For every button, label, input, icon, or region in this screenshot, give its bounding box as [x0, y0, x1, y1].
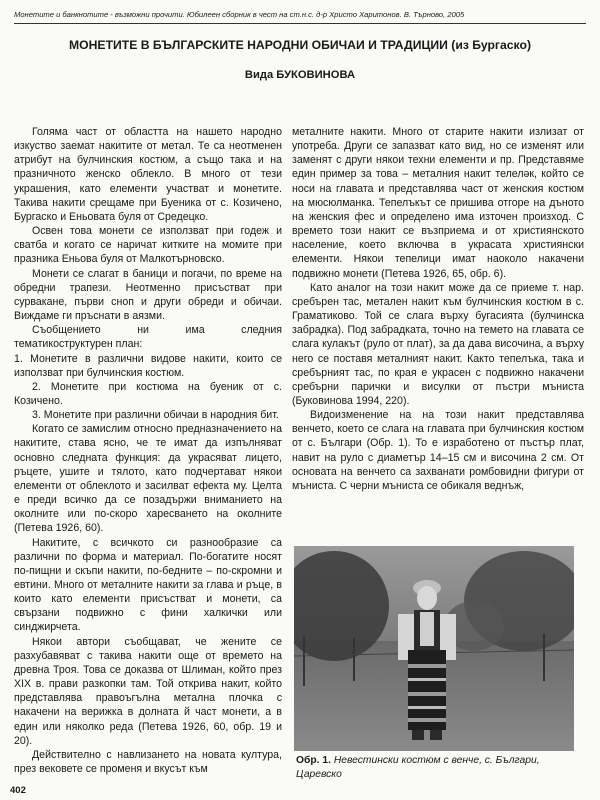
article-title: МОНЕТИТЕ В БЪЛГАРСКИТЕ НАРОДНИ ОБИЧАИ И ТРАДИЦИИ (из Бургаско): [69, 38, 531, 52]
paragraph: Съобщението ни има следния тематикоструктурен план:: [14, 324, 282, 351]
list-item: 2. Монетите при костюма на буеник от с. Козичено.: [14, 380, 282, 407]
paragraph: Някои автори съобщават, че жените се разхубавяват с такива накити още от времето на древна Троя. Това се доказва от Шлиман, който през XIX в. прави разкопки там. Той открива накит, който представлява правоъгълна метална плочка с накачени на верижка в долната й част монети, а в един или няколко реда (Петева 1926, 60, обр. 19 и 20).: [14, 635, 282, 747]
paragraph: Когато се замислим относно предназначението на накитите, става ясно, че те имат да изпълняват основно следната функция: да украсяват лицето, ръцете, ушите и тялото, като подчертават някои елементи от облеклото и засилват ефекта му. Целта е преди всичко да се позадържи вниманието на околните или по-скоро харесването на околните (Петева 1926, 60).: [14, 423, 282, 535]
paragraph: Видоизменение на на този накит представлява венчето, което се слага на главата при булчинския костюм от с. Българи (Обр. 1). То е изработено от пъстър плат, навит на руло с диаметър 14–15 см и височина 2 см. От основата на венчето са захванати ромбовидни фигури от мъниста. С черни мъниста се обикаля веднъж,: [292, 409, 584, 492]
paragraph: Действително с навлизането на новата култура, през вековете се променя и вкусът към: [14, 748, 282, 776]
paragraph: Освен това монети се използват при годеж и сватба и когато се наричат китките на момите при празника Еньова буля от Малкотърновско.: [14, 225, 282, 266]
list-item: 3. Монетите при различни обичаи в народния бит.: [32, 409, 279, 422]
article-author: Вида БУКОВИНОВА: [244, 69, 356, 81]
figure-photo: [294, 546, 574, 751]
list-item: 1. Монетите в различни видове накити, които се използват при булчинския костюм.: [14, 352, 282, 379]
right-column: [292, 125, 584, 493]
figure-caption-text: Невестински костюм с венче, с. Българи, Царевско: [296, 755, 540, 780]
bride-costume-photo: [294, 546, 574, 751]
page-number: 402: [10, 785, 26, 796]
paragraph: Монети се слагат в баници и погачи, по време на обредни трапези. Неотменно присъстват при сурвакане, първи сноп и други обреди и обичаи. Виждаме ги пръснати в аязми.: [14, 267, 282, 323]
paragraph: металните накити. Много от старите накити излизат от употреба. Други се запазват като вид, но се изменят или заменят с други някои техни елементи и пр. Представяме един пример за това – металния накит телеләк, който се носи на главата и представлява част от женския костюм на мюсюлманка. Тепелъкът се пришива отгоре на дъното на женския фес и определено има източен произход. С времето този накит се възприема и от християнското население, което включва в украсата християнски елементи. Някои тепелици имат наоколо накачени подвижно монети (Петева 1926, 65, обр. 6).: [292, 126, 584, 280]
figure-caption: [296, 754, 578, 781]
figure-caption-label: Обр. 1.: [296, 755, 331, 766]
left-column: [14, 125, 282, 776]
running-header: Монетите и банкнотите - възможни прочити. Юбилеен сборник в чест на ст.н.с. д-р Христо Харитонов. В. Търново, 2005: [14, 10, 586, 24]
paragraph: Накитите, с всичкото си разнообразие са различни по форма и материал. По-богатите носят по-пищни и скъпи накити, по-бедните – по-скромни и евтини. Много от металните накити за глава и ръце, в които като елементи присъстват и монети, са свързани подвижно с фини халкички или синджирчета.: [14, 536, 282, 634]
paragraph: Като аналог на този накит може да се приеме т. нар. сребърен тас, метален накит към булчинския костюм в с. Граматиково. Той се слага върху бугасията (булчинска забрадка). Под забрадката, точно на темето на главата се слага кулакът (руло от плат), за да дава височина, а върху него се поставя металният накит. Както тепелъка, така и сребърният тас, по края е украсен с подвижно накачени сребърни парички и висулки от пъстри мъниста (Буковинова 1994, 220).: [292, 281, 584, 407]
paragraph: Голяма част от областта на нашето народно изкуство заемат накитите от метал. Те са неотменен атрибут на булчинския костюм, а също така и на празничното женско облекло. В много от тези украшения, като елементи участват и монетите. Такива накити срещаме при Буеника от с. Козичено, Бургаско и Еньовата буля от Средецко.: [14, 126, 282, 223]
